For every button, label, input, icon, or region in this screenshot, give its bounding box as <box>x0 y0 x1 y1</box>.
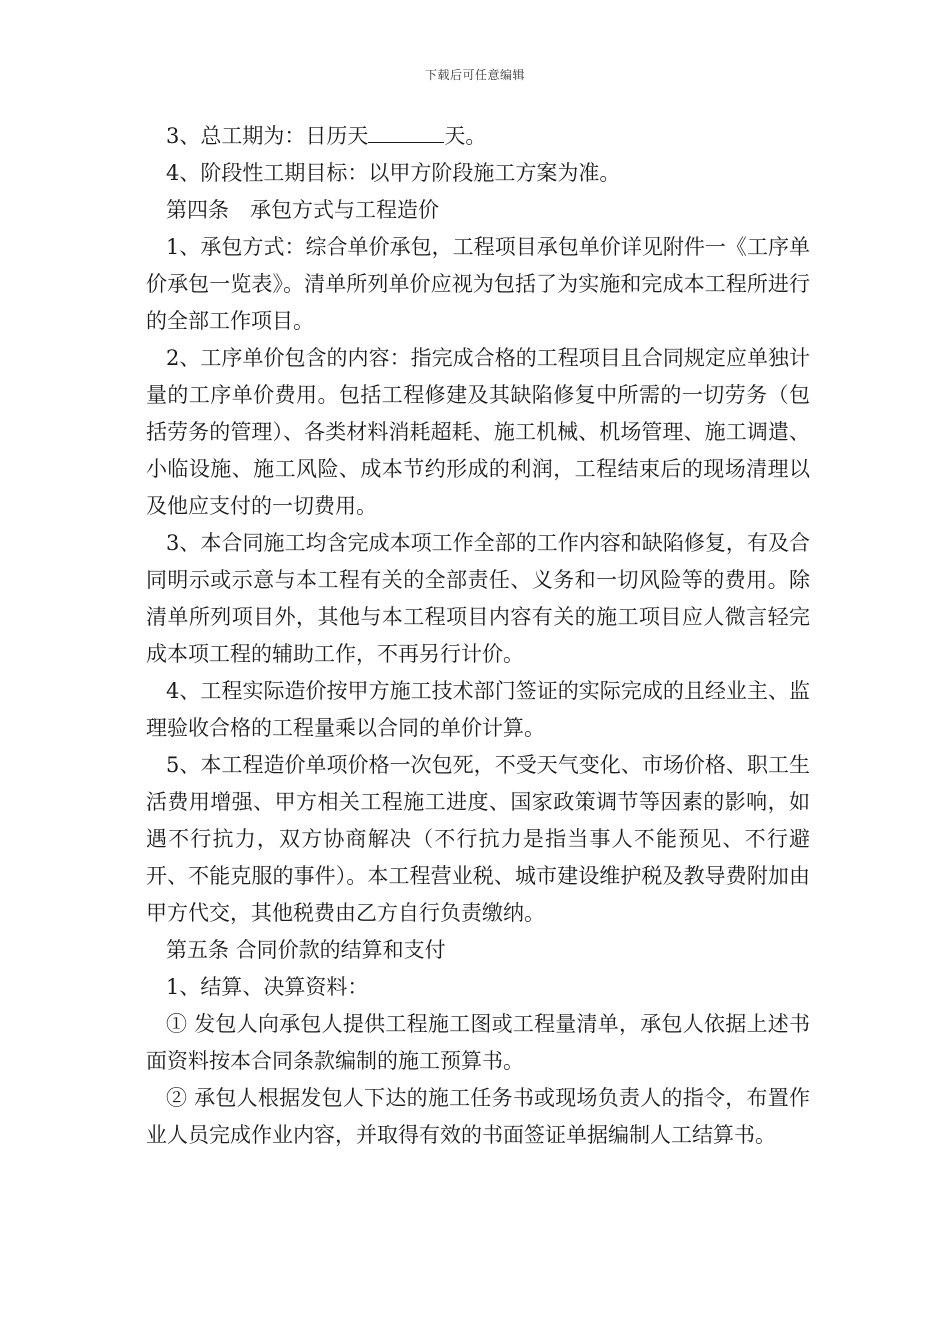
total-duration-text-after: 天。 <box>444 124 487 148</box>
section-heading-article-5: 第五条 合同价款的结算和支付 <box>166 938 446 962</box>
paragraph-settlement-materials: 1、结算、决算资料： <box>166 975 369 999</box>
paragraph-fixed-price: 5、本工程造价单项价格一次包死，不受天气变化、市场价格、职工生活费用增强、甲方相关工程施工进度、国家政策调节等因素的影响，如遇不行抗力，双方协商解决（不行抗力是指当事人不能预见、不行避开、不能克服的事件）。本工程营业税、城市建设维护税及教导费附加由甲方代交，其他税费由乙方自行负责缴纳。 <box>146 753 810 925</box>
paragraph-total-duration <box>146 118 810 155</box>
duration-blank-field <box>368 118 444 143</box>
document-body <box>146 118 810 1154</box>
paragraph-construction-scope: 3、本合同施工均含完成本项工作全部的工作内容和缺陷修复，有及合同明示或示意与本工程有关的全部责任、义务和一切风险等的费用。除清单所列项目外，其他与本工程项目内容有关的施工项目应人微言轻完成本项工程的辅助工作，不再另行计价。 <box>146 531 810 666</box>
paragraph-stage-duration: 4、阶段性工期目标：以甲方阶段施工方案为准。 <box>166 161 621 185</box>
paragraph-unit-price-content: 2、工序单价包含的内容：指完成合格的工程项目且合同规定应单独计量的工序单价费用。包括工程修建及其缺陷修复中所需的一切劳务（包括劳务的管理）、各类材料消耗超耗、施工机械、机场管理、施工调遣、小临设施、施工风险、成本节约形成的利润，工程结束后的现场清理以及他应支付的一切费用。 <box>146 346 810 518</box>
page-header: 下载后可任意编辑 <box>424 68 525 82</box>
paragraph-actual-cost: 4、工程实际造价按甲方施工技术部门签证的实际完成的且经业主、监理验收合格的工程量乘以合同的单价计算。 <box>146 679 810 740</box>
paragraph-item-2: ② 承包人根据发包人下达的施工任务书或现场负责人的指令，布置作业人员完成作业内容，并取得有效的书面签证单据编制人工结算书。 <box>146 1086 810 1147</box>
total-duration-text-before: 3、总工期为：日历天 <box>166 124 369 148</box>
section-heading-article-4: 第四条 承包方式与工程造价 <box>166 198 439 222</box>
paragraph-contract-method: 1、承包方式：综合单价承包，工程项目承包单价详见附件一《工序单价承包一览表》。清单所列单价应视为包括了为实施和完成本工程所进行的全部工作项目。 <box>146 235 810 333</box>
paragraph-item-1: ① 发包人向承包人提供工程施工图或工程量清单，承包人依据上述书面资料按本合同条款编制的施工预算书。 <box>146 1012 810 1073</box>
